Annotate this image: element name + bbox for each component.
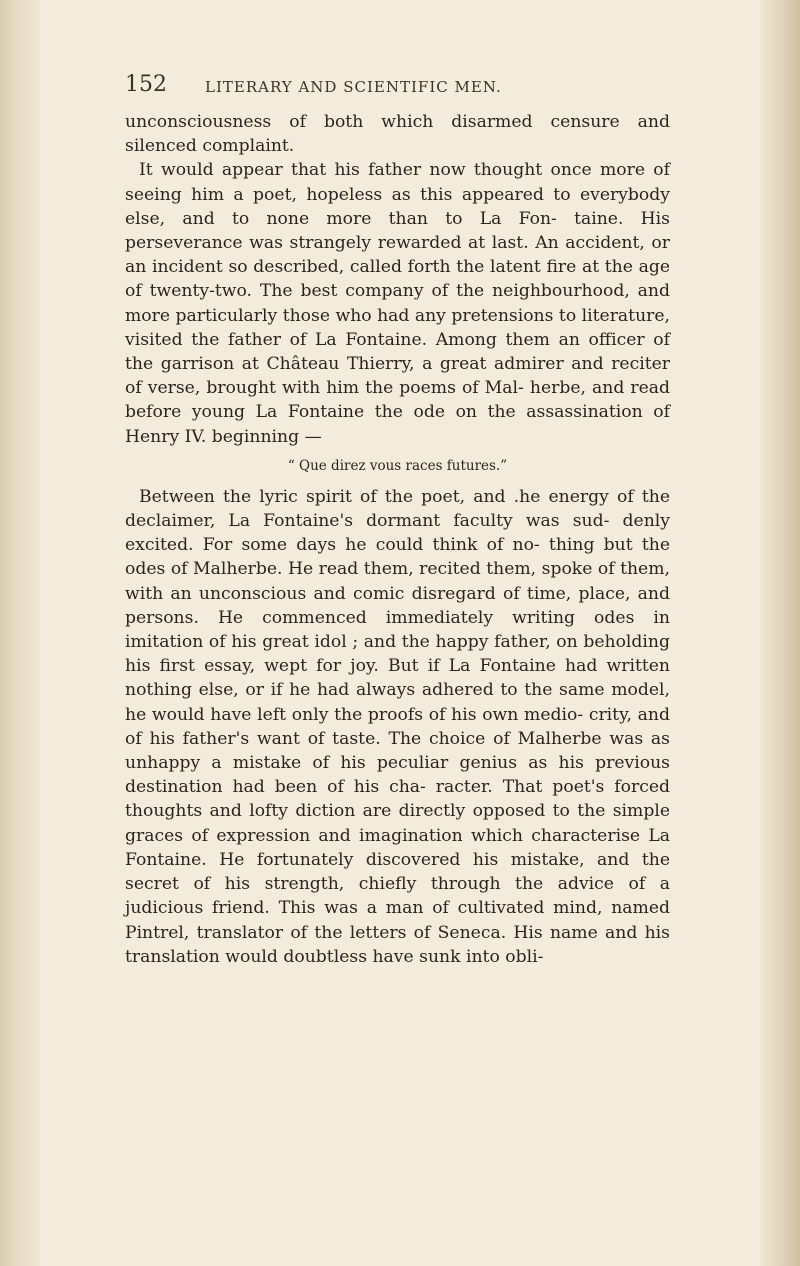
paragraph-2: It would appear that his father now thought once more of seeing him a poet, hopeless as this appeared to everybody else, and to none more than to La Fon- taine. His perseverance was strangely rewarded at last. An accident, or an incident so described, called forth the latent fire at the age of twenty-two. The best company of the neighbourhood, and more particularly those who had any pretensions to literature, visited the father of La Fontaine. Among them an officer of the garrison at Château Thierry, a great admirer and reciter of verse, brought with him the poems of Mal- herbe, and read before young La Fontaine the ode on the assassination of Henry IV. beginning — — [125, 160, 670, 447]
paragraph-1: unconsciousness of both which disarmed censure and silenced complaint. — [125, 112, 670, 157]
verse-quote: “ Que direz vous races futures.” — [287, 457, 508, 474]
left-page-edge — [0, 0, 40, 1266]
page-header — [125, 72, 725, 102]
page-number: 152 — [125, 72, 167, 97]
paragraph-3: Between the lyric spirit of the poet, and .he energy of the declaimer, La Fontaine's dormant faculty was sud- denly excited. For some days he could think of no- thing but the odes of Malherbe. He read them, recited them, spoke of them, with an unconscious and comic disregard of time, place, and persons. He commenced immediately writing odes in imitation of his great idol ; and the happy father, on beholding his first essay, wept for joy. But if La Fontaine had written nothing else, or if he had always adhered to the same model, he would have left only the proofs of his own medio- crity, and of his father's want of taste. The choice of Malherbe was as unhappy a mistake of his peculiar genius as his previous destination had been of his cha- racter. That poet's forced thoughts and lofty diction are directly opposed to the simple graces of expression and imagination which characterise La Fontaine. He fortunately discovered his mistake, and the secret of his strength, chiefly through the advice of a judicious friend. This was a man of cultivated mind, named Pintrel, translator of the letters of Seneca. His name and his translation would doubtless have sunk into obli- — [125, 486, 670, 967]
right-page-edge — [760, 0, 800, 1266]
running-head: LITERARY AND SCIENTIFIC MEN. — [205, 78, 502, 96]
body-text — [125, 110, 670, 969]
